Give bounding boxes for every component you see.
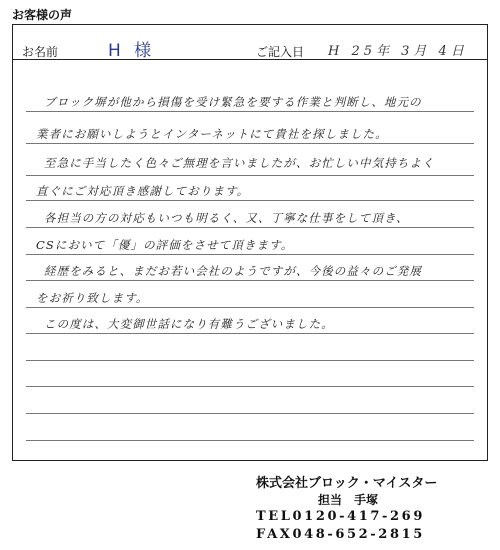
message-line: 各担当の方の対応もいつも明るく、又、丁寧な仕事をして頂き、 [44,211,409,225]
ruled-line [26,307,474,308]
fax-number: FAX048-652-2815 [256,527,425,542]
ruled-line [26,254,474,255]
header-divider [12,59,488,60]
message-line: をお祈り致します。 [36,291,149,305]
message-line: 業者にお願いしようとインターネットにて貴社を探しました。 [36,127,388,141]
section-title: お客様の声 [12,8,73,22]
message-line: CSにおいて「優」の評価をさせて頂きます。 [36,238,294,252]
contact-person: 担当 手塚 [318,493,379,507]
ruled-line [26,111,474,112]
date-value: H 25年 3月 4日 [328,44,468,59]
tel-number: TEL0120-417-269 [256,509,425,524]
message-line: 直ぐにご対応頂き感謝しております。 [36,184,250,198]
customer-name: H 様 [108,41,156,61]
message-line: 経歴をみると、まだお若い会社のようですが、今後の益々のご発展 [44,264,422,278]
ruled-line [26,280,474,281]
ruled-line [26,175,474,176]
ruled-line [26,413,474,414]
name-label: お名前 [22,45,59,59]
ruled-line [26,227,474,228]
ruled-line [26,333,474,334]
ruled-line [26,360,474,361]
ruled-line [26,386,474,387]
message-line: ブロック塀が他から損傷を受け緊急を要する作業と判断し、地元の [44,95,422,109]
ruled-line [26,440,474,441]
date-label: ご記入日 [256,45,305,59]
message-line: 至急に手当したく色々ご無理を言いましたが、お忙しい中気持ちよく [44,156,435,170]
company-name: 株式会社ブロック・マイスター [256,476,438,491]
ruled-line [26,200,474,201]
message-line: この度は、大変御世話になり有難うございました。 [44,317,334,331]
ruled-line [26,143,474,144]
